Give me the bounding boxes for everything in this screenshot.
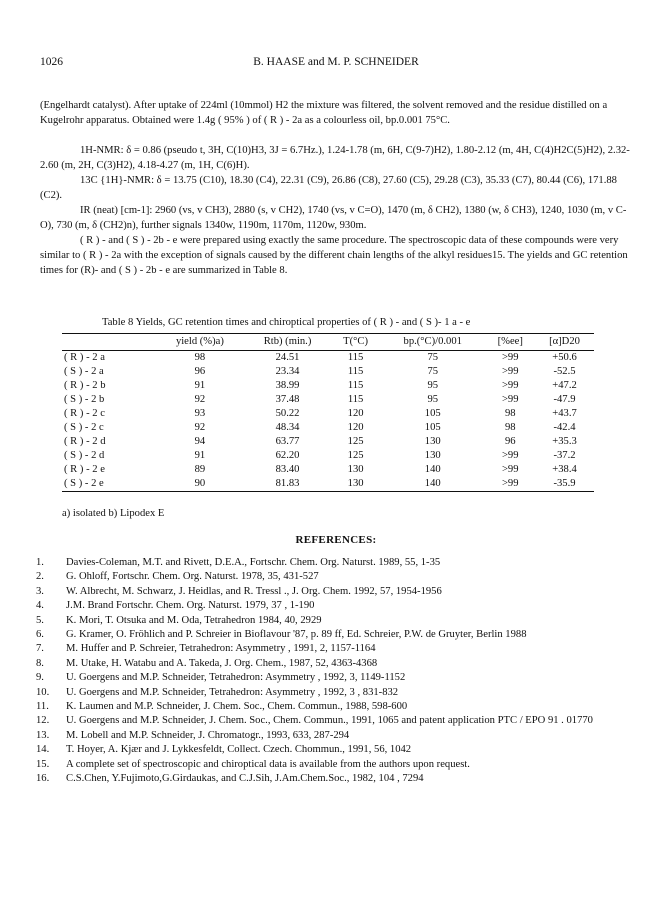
table-cell: 93 xyxy=(194,408,206,419)
table-header-row xyxy=(62,334,594,351)
reference-text: J.M. Brand Fortschr. Chem. Org. Naturst. 1979, 37 , 1-190 xyxy=(66,600,315,612)
table-cell: +47.2 xyxy=(552,380,577,391)
reference-text: U. Goergens and M.P. Schneider, Tetrahedron: Asymmetry , 1992, 3 , 831-832 xyxy=(66,686,399,698)
reference-number: 8. xyxy=(36,657,44,669)
reference-text: G. Ohloff, Fortschr. Chem. Org. Naturst. 1978, 35, 431-527 xyxy=(66,571,319,583)
table-cell: 24.51 xyxy=(275,352,300,363)
table-cell: -52.5 xyxy=(553,366,576,377)
table-cell: ( S ) - 2 c xyxy=(64,422,104,433)
reference-number: 4. xyxy=(36,600,44,612)
table-header-cell: [%ee] xyxy=(485,334,535,351)
table-row xyxy=(62,477,594,492)
table-cell: 92 xyxy=(194,422,206,433)
running-title: B. HAASE and M. P. SCHNEIDER xyxy=(253,56,419,68)
references-heading: REFERENCES: xyxy=(295,534,377,546)
table-cell: 125 xyxy=(347,450,364,461)
paragraph-summary: ( R ) - and ( S ) - 2b - e were prepared using exactly the same procedure. The spectroscopic data of these compounds were very similar to ( R ) - 2a with the exception of signals caused by the different chain lengths of the alkyl residues15. The yields and GC retention times for (R)- and ( S ) - 2b - e are summarized in Table 8. xyxy=(40,235,628,276)
table-cell: 81.83 xyxy=(244,477,331,492)
table-cell: 94 xyxy=(194,436,206,447)
table-cell: ( R ) - 2 b xyxy=(64,380,106,391)
table-row xyxy=(62,463,594,477)
reference-text: C.S.Chen, Y.Fujimoto,G.Girdaukas, and C.J.Sih, J.Am.Chem.Soc., 1982, 104 , 7294 xyxy=(66,773,424,785)
table-cell: 96 xyxy=(504,436,516,447)
reference-number: 11. xyxy=(36,701,49,713)
table-header-cell: T(°C) xyxy=(331,334,380,351)
table-cell: 98 xyxy=(504,408,516,419)
reference-item xyxy=(36,758,644,772)
table-cell: +43.7 xyxy=(552,408,577,419)
table-cell: +38.4 xyxy=(552,464,577,475)
table-row xyxy=(62,421,594,435)
reference-number: 15. xyxy=(36,758,50,770)
table-cell: -47.9 xyxy=(553,394,576,405)
table-cell: -35.9 xyxy=(535,477,594,492)
table-cell: 91 xyxy=(194,450,206,461)
table-cell: >99 xyxy=(501,366,519,377)
paragraph-procedure: (Engelhardt catalyst). After uptake of 224ml (10mmol) H2 the mixture was filtered, the solvent removed and the residue distilled on a Kugelrohr apparatus. Obtained were 1.4g ( 95% ) of ( R ) - 2a as a colourless oil, bp.0.001 75°C. xyxy=(40,100,608,126)
reference-item xyxy=(36,585,644,599)
table-cell: 125 xyxy=(347,436,364,447)
reference-text: G. Kramer, O. Fröhlich and P. Schreier in Bioflavour '87, p. 89 ff, Ed. Schreier, P.W. de Gruyter, Berlin 1988 xyxy=(66,629,527,641)
table-cell: ( S ) - 2 e xyxy=(62,477,156,492)
reference-text: U. Goergens and M.P. Schneider, J. Chem. Soc., Chem. Commun., 1991, 1065 and patent application PTC / EPO 91 . 01770 xyxy=(66,715,593,727)
table-cell: 115 xyxy=(347,394,364,405)
table-cell: 140 xyxy=(380,477,486,492)
reference-item xyxy=(36,671,644,685)
reference-text: K. Mori, T. Otsuka and M. Oda, Tetrahedron 1984, 40, 2929 xyxy=(66,614,322,626)
table-footnote: a) isolated b) Lipodex E xyxy=(62,508,165,519)
reference-text: M. Lobell and M.P. Schneider, J. Chromatogr., 1993, 633, 287-294 xyxy=(66,729,350,741)
table-row xyxy=(62,379,594,393)
reference-number: 1. xyxy=(36,557,44,568)
reference-text: M. Utake, H. Watabu and A. Takeda, J. Org. Chem., 1987, 52, 4363-4368 xyxy=(66,657,378,669)
table-cell: ( R ) - 2 e xyxy=(64,464,105,475)
table-cell: 92 xyxy=(194,394,206,405)
table-header-cell: yield (%)a) xyxy=(156,334,244,351)
table-cell: -37.2 xyxy=(553,450,576,461)
reference-number: 5. xyxy=(36,614,44,626)
references-list xyxy=(36,556,644,787)
table-row xyxy=(62,393,594,407)
table-cell: ( R ) - 2 c xyxy=(64,408,105,419)
table-cell: 98 xyxy=(504,422,516,433)
table-header-cell: Rtb) (min.) xyxy=(244,334,331,351)
reference-item xyxy=(36,628,644,642)
table-header-cell: bp.(°C)/0.001 xyxy=(380,334,486,351)
table-caption: Table 8 Yields, GC retention times and chiroptical properties of ( R ) - and ( S )- 1 a - e xyxy=(102,317,471,328)
reference-text: W. Albrecht, M. Schwarz, J. Heidlas, and R. Tressl ., J. Org. Chem. 1992, 57, 1954-1956 xyxy=(66,585,442,597)
table-cell: 75 xyxy=(427,352,439,363)
table-cell: ( S ) - 2 d xyxy=(64,450,105,461)
table-cell: 95 xyxy=(427,394,439,405)
table-row xyxy=(62,365,594,379)
table-cell: 115 xyxy=(347,380,364,391)
table-cell: ( S ) - 2 a xyxy=(64,366,104,377)
table-cell: 140 xyxy=(424,464,441,475)
table-cell: 98 xyxy=(194,352,206,363)
reference-number: 7. xyxy=(36,643,44,655)
table-cell: 62.20 xyxy=(275,450,300,461)
table-cell: 96 xyxy=(194,366,206,377)
table-cell: -42.4 xyxy=(553,422,576,433)
table-header-cell xyxy=(62,334,156,351)
table-cell: 83.40 xyxy=(275,464,300,475)
table-cell: ( R ) - 2 a xyxy=(64,352,105,363)
table-row xyxy=(62,449,594,463)
table-cell: 115 xyxy=(347,352,364,363)
reference-item xyxy=(36,714,644,728)
paragraph-13c-nmr: 13C {1H}-NMR: δ = 13.75 (C10), 18.30 (C4), 22.31 (C9), 26.86 (C8), 27.60 (C5), 29.28 (C3), 35.33 (C7), 80.44 (C6), 171.88 (C2). xyxy=(40,175,617,201)
reference-item xyxy=(36,614,644,628)
paragraph-1h-nmr: 1H-NMR: δ = 0.86 (pseudo t, 3H, C(10)H3, 3J = 6.7Hz.), 1.24-1.78 (m, 6H, C(9-7)H2), 1.80-2.12 (m, 4H, C(4)H2C(5)H2), 2.32-2.60 (m, 2H, C(3)H2), 4.18-4.27 (m, 1H, C(6)H). xyxy=(40,145,630,171)
table-cell: 105 xyxy=(424,422,441,433)
page-number: 1026 xyxy=(40,56,63,68)
table-cell: +50.6 xyxy=(552,352,577,363)
table-cell: >99 xyxy=(501,450,519,461)
table-cell: 130 xyxy=(331,477,380,492)
table-cell: >99 xyxy=(501,394,519,405)
reference-text: K. Laumen and M.P. Schneider, J. Chem. Soc., Chem. Commun., 1988, 598-600 xyxy=(66,701,408,713)
table-row xyxy=(62,407,594,421)
table-cell: 48.34 xyxy=(275,422,300,433)
reference-number: 9. xyxy=(36,672,44,684)
reference-item xyxy=(36,700,644,714)
reference-item xyxy=(36,599,644,613)
reference-item xyxy=(36,772,644,786)
table-cell: >99 xyxy=(501,352,519,363)
reference-item xyxy=(36,729,644,743)
reference-number: 6. xyxy=(36,629,44,641)
table-cell: 120 xyxy=(347,408,364,419)
reference-number: 2. xyxy=(36,571,44,583)
table-cell: 130 xyxy=(347,464,364,475)
reference-text: A complete set of spectroscopic and chiroptical data is available from the authors upon request. xyxy=(66,758,470,770)
paragraph-ir: IR (neat) [cm-1]: 2960 (vs, v CH3), 2880 (s, v CH2), 1740 (vs, v C=O), 1470 (m, δ CH2), 1380 (w, δ CH3), 1240, 1030 (m, v C-O), 730 (m, δ (CH2)n), further signals 1340w, 1190m, 1170m, 1120w, 930m. xyxy=(40,205,627,231)
table-cell: 120 xyxy=(347,422,364,433)
reference-item xyxy=(36,686,644,700)
table-cell: ( R ) - 2 d xyxy=(64,436,106,447)
table-cell: 75 xyxy=(427,366,439,377)
table-cell: 23.34 xyxy=(275,366,300,377)
table-cell: 105 xyxy=(424,408,441,419)
reference-text: U. Goergens and M.P. Schneider, Tetrahedron: Asymmetry , 1992, 3, 1149-1152 xyxy=(66,672,406,684)
table-cell: 90 xyxy=(156,477,244,492)
table-cell: 37.48 xyxy=(275,394,300,405)
reference-number: 3. xyxy=(36,585,44,597)
table-cell: 50.22 xyxy=(275,408,300,419)
reference-number: 14. xyxy=(36,744,50,756)
table-cell: +35.3 xyxy=(552,436,577,447)
data-table xyxy=(62,333,594,492)
reference-number: 12. xyxy=(36,715,50,727)
reference-item xyxy=(36,657,644,671)
reference-text: T. Hoyer, A. Kjær and J. Lykkesfeldt, Collect. Czech. Chommun., 1991, 56, 1042 xyxy=(66,744,412,756)
reference-number: 13. xyxy=(36,729,50,741)
table-cell: ( S ) - 2 b xyxy=(64,394,105,405)
table-cell: >99 xyxy=(501,380,519,391)
table-cell: 91 xyxy=(194,380,206,391)
reference-item xyxy=(36,556,644,570)
reference-number: 16. xyxy=(36,773,50,785)
reference-item xyxy=(36,570,644,584)
table-cell: 130 xyxy=(424,450,441,461)
reference-text: Davies-Coleman, M.T. and Rivett, D.E.A., Fortschr. Chem. Org. Naturst. 1989, 55, 1-35 xyxy=(66,557,441,568)
table-cell: 115 xyxy=(347,366,364,377)
table-cell: 95 xyxy=(427,380,439,391)
table-cell: 130 xyxy=(424,436,441,447)
reference-item xyxy=(36,743,644,757)
table-header-cell: [α]D20 xyxy=(535,334,594,351)
reference-number: 10. xyxy=(36,686,50,698)
table-cell: 89 xyxy=(194,464,206,475)
table-cell: >99 xyxy=(501,464,519,475)
table-row xyxy=(62,351,594,366)
table-row xyxy=(62,435,594,449)
table-cell: >99 xyxy=(485,477,535,492)
table-cell: 38.99 xyxy=(275,380,300,391)
reference-item xyxy=(36,642,644,656)
table-cell: 63.77 xyxy=(275,436,300,447)
reference-text: M. Huffer and P. Schreier, Tetrahedron: Asymmetry , 1991, 2, 1157-1164 xyxy=(66,643,376,655)
